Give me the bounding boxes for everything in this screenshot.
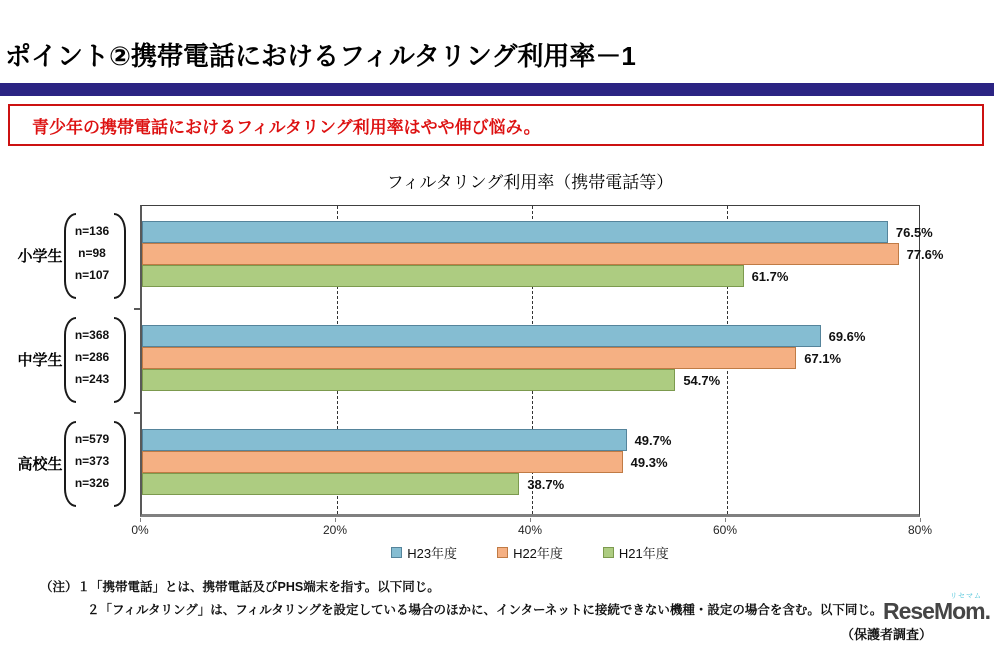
legend-label: H21年度 [618,546,669,561]
bar-value-label: 69.6% [828,329,866,344]
footnote-2: ２「フィルタリング」は、フィルタリングを設定している場合のほかに、インターネットに接続できない機種・設定の場合を含む。以下同じ。 [87,603,883,617]
chart-title: フィルタリング利用率（携帯電話等） [386,173,674,192]
x-tick-label: 40% [517,523,543,537]
page-title: ポイント②携帯電話におけるフィルタリング利用率－1 [5,41,636,71]
bar-value-label: 54.7% [683,373,721,388]
x-tick-mark [920,518,921,522]
category-label: 中学生 [17,352,63,369]
bar-H22年度-高校生 [142,451,623,473]
category-label: 高校生 [17,456,63,473]
logo-text: ReseMom. [882,598,990,624]
x-tick-label: 20% [322,523,348,537]
legend-item [391,543,457,562]
x-tick-mark [140,518,141,522]
y-tick-mark [134,412,140,414]
logo-ruby-text: リセマム [950,593,982,600]
legend-label: H22年度 [513,546,563,561]
x-tick-mark [530,518,531,522]
footnote-1: （注）１「携帯電話」とは、携帯電話及びPHS端末を指す。以下同じ。 [40,580,440,594]
bar-H23年度-中学生 [142,325,821,347]
category-label: 小学生 [17,248,63,265]
sample-size-label: n=326 [74,476,110,490]
bar-H22年度-中学生 [142,347,796,369]
legend-item [497,543,563,562]
sample-size-label: n=579 [74,432,110,446]
bar-H23年度-小学生 [142,221,888,243]
sample-size-label: n=243 [74,372,110,386]
resemom-logo [882,593,990,625]
highlight-message: 青少年の携帯電話におけるフィルタリング利用率はやや伸び悩み。 [32,117,541,137]
x-tick-label: 80% [907,523,933,537]
chart-legend [140,543,920,562]
chart-plot-area [140,205,944,517]
sample-size-label: n=107 [74,268,110,282]
sample-size-label: n=368 [74,328,110,342]
bar-H22年度-小学生 [142,243,899,265]
bar-value-label: 49.3% [630,455,668,470]
x-tick-mark [725,518,726,522]
legend-swatch [391,547,402,558]
x-tick-label: 60% [712,523,738,537]
bar-value-label: 49.7% [634,433,672,448]
bar-H21年度-小学生 [142,265,744,287]
bar-value-label: 38.7% [527,477,565,492]
y-tick-mark [134,308,140,310]
highlight-box [8,104,984,146]
sample-size-label: n=286 [74,350,110,364]
bar-value-label: 76.5% [895,225,933,240]
bar-H21年度-中学生 [142,369,675,391]
bar-value-label: 77.6% [906,247,944,262]
sample-size-label: n=98 [78,246,106,260]
survey-source-label: （保護者調査） [840,627,932,642]
legend-swatch [603,547,614,558]
sample-size-label: n=373 [74,454,110,468]
bar-value-label: 67.1% [804,351,842,366]
x-tick-mark [335,518,336,522]
bar-H23年度-高校生 [142,429,627,451]
x-tick-label: 0% [131,523,149,537]
legend-swatch [497,547,508,558]
bar-value-label: 61.7% [751,269,789,284]
title-accent-bar [0,83,994,96]
legend-item [603,543,669,562]
legend-label: H23年度 [407,546,458,561]
bar-H21年度-高校生 [142,473,519,495]
sample-size-label: n=136 [74,224,110,238]
